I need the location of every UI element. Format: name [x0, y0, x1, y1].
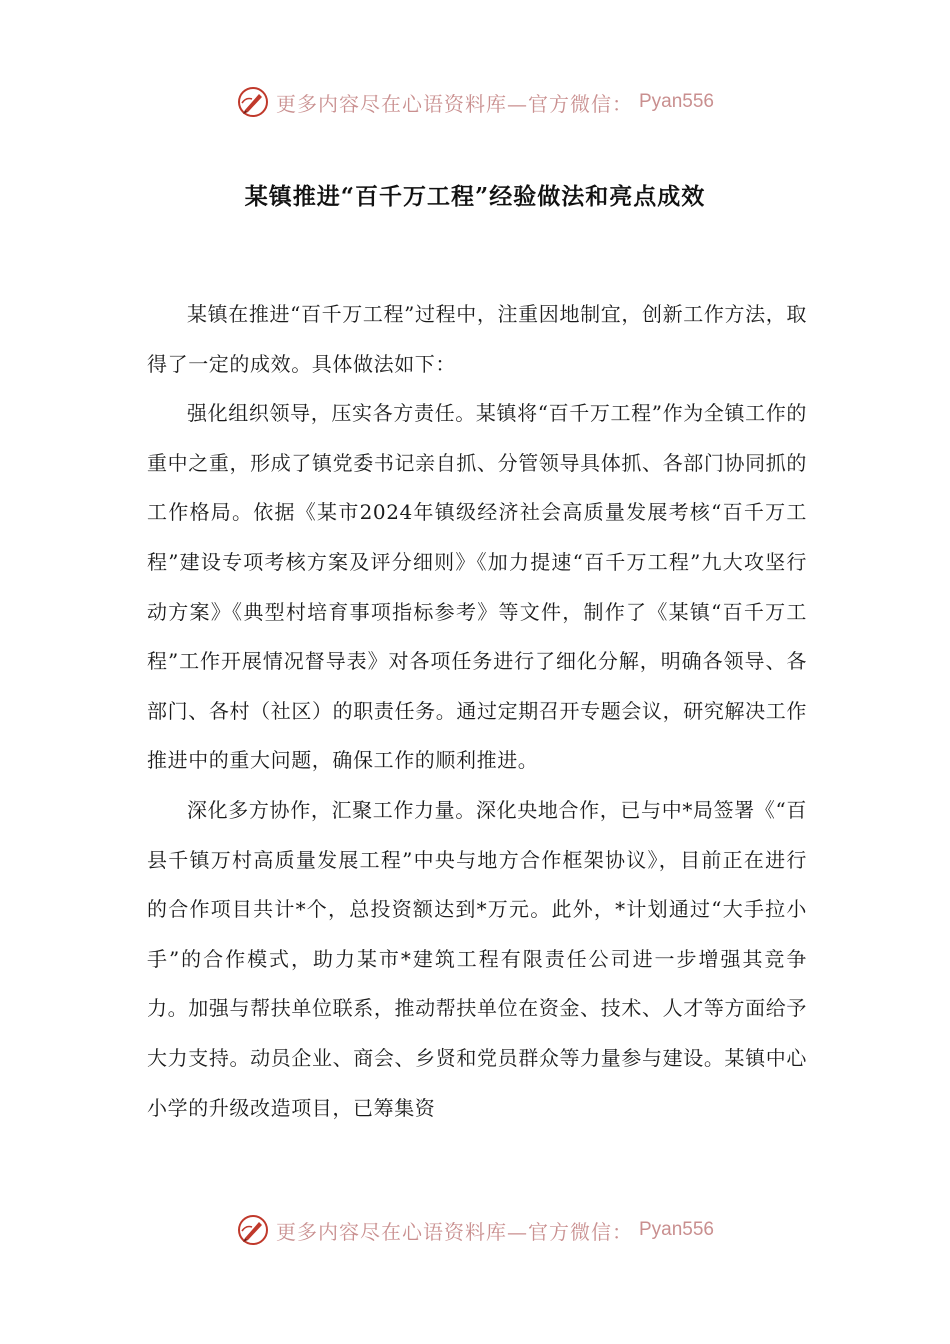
- watermark-text: 更多内容尽在心语资料库—官方微信：: [275, 91, 633, 116]
- pen-logo-icon: [236, 1213, 270, 1247]
- pen-logo-icon: [236, 85, 270, 119]
- watermark-wechat-handle: Pyan556: [638, 1219, 714, 1240]
- paragraph-organization: 强化组织领导，压实各方责任。某镇将“百千万工程”作为全镇工作的重中之重，形成了镇党委书记亲自抓、分管领导具体抓、各部门协同抓的工作格局。依据《某市2024年镇级经济社会高质量发展考核“百千万工程”建设专项考核方案及评分细则》《加力提速“百千万工程”九大攻坚行动方案》《典型村培育事项指标参考》等文件，制作了《某镇“百千万工程”工作开展情况督导表》对各项任务进行了细化分解，明确各领导、各部门、各村（社区）的职责任务。通过定期召开专题会议，研究解决工作推进中的重大问题，确保工作的顺利推进。: [147, 401, 807, 773]
- footer-watermark: [0, 1210, 950, 1250]
- document-body: [147, 290, 807, 1133]
- watermark-wechat-handle: Pyan556: [638, 91, 714, 112]
- paragraph-cooperation: 深化多方协作，汇聚工作力量。深化央地合作，已与中*局签署《“百县千镇万村高质量发展工程”中央与地方合作框架协议》，目前正在进行的合作项目共计*个，总投资额达到*万元。此外，*计划通过“大手拉小手”的合作模式，助力某市*建筑工程有限责任公司进一步增强其竞争力。加强与帮扶单位联系，推动帮扶单位在资金、技术、人才等方面给予大力支持。动员企业、商会、乡贤和党员群众等力量参与建设。某镇中心小学的升级改造项目，已筹集资: [147, 797, 807, 1120]
- document-title: 某镇推进“百千万工程”经验做法和亮点成效: [244, 183, 706, 210]
- paragraph-intro: 某镇在推进“百千万工程”过程中，注重因地制宜，创新工作方法，取得了一定的成效。具体做法如下：: [147, 302, 807, 376]
- watermark-text: 更多内容尽在心语资料库—官方微信：: [275, 1219, 633, 1244]
- header-watermark: [0, 82, 950, 122]
